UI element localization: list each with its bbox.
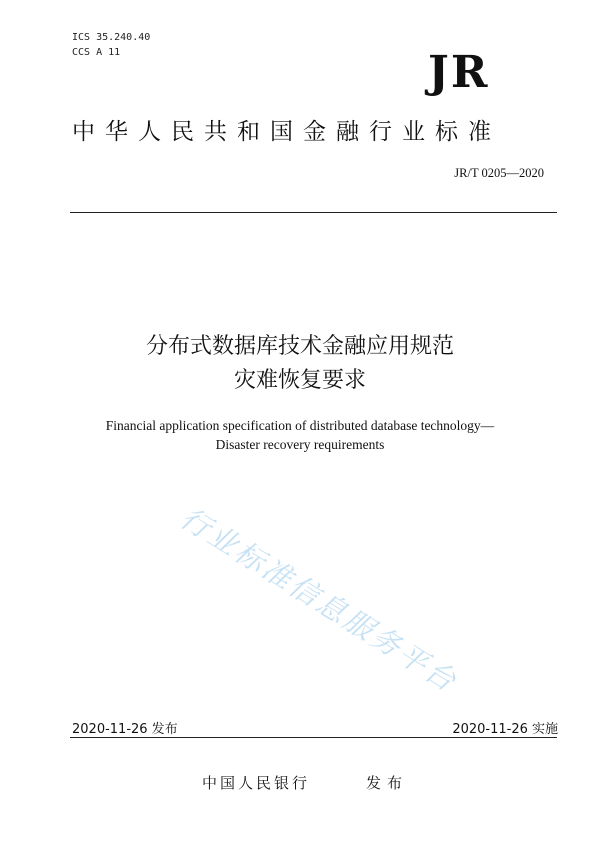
english-title-line-1: Financial application specification of distributed database technology— [105, 418, 495, 433]
ccs-code: CCS A 11 [72, 47, 121, 58]
english-title-line-2: Disaster recovery requirements [215, 437, 385, 452]
bottom-divider [70, 737, 557, 738]
watermark: 行业标准信息服务平台 [174, 500, 464, 699]
chinese-title-line-2: 灾难恢复要求 [233, 368, 366, 393]
classification-codes [72, 30, 150, 60]
standard-code: JR/T 0205—2020 [454, 166, 544, 180]
jr-logo: JR [428, 47, 490, 98]
standard-name: 中华人民共和国金融行业标准 [72, 119, 501, 145]
ics-code: ICS 35.240.40 [72, 32, 151, 43]
effective-date: 2020-11-26 实施 [452, 722, 558, 737]
release-date: 2020-11-26 发布 [72, 722, 178, 737]
issuer-name: 中国人民银行 [202, 774, 311, 792]
top-divider [70, 212, 557, 213]
chinese-title-line-1: 分布式数据库技术金融应用规范 [145, 334, 454, 359]
english-title [0, 416, 600, 454]
issue-label: 发布 [366, 774, 409, 792]
chinese-title [0, 330, 600, 398]
